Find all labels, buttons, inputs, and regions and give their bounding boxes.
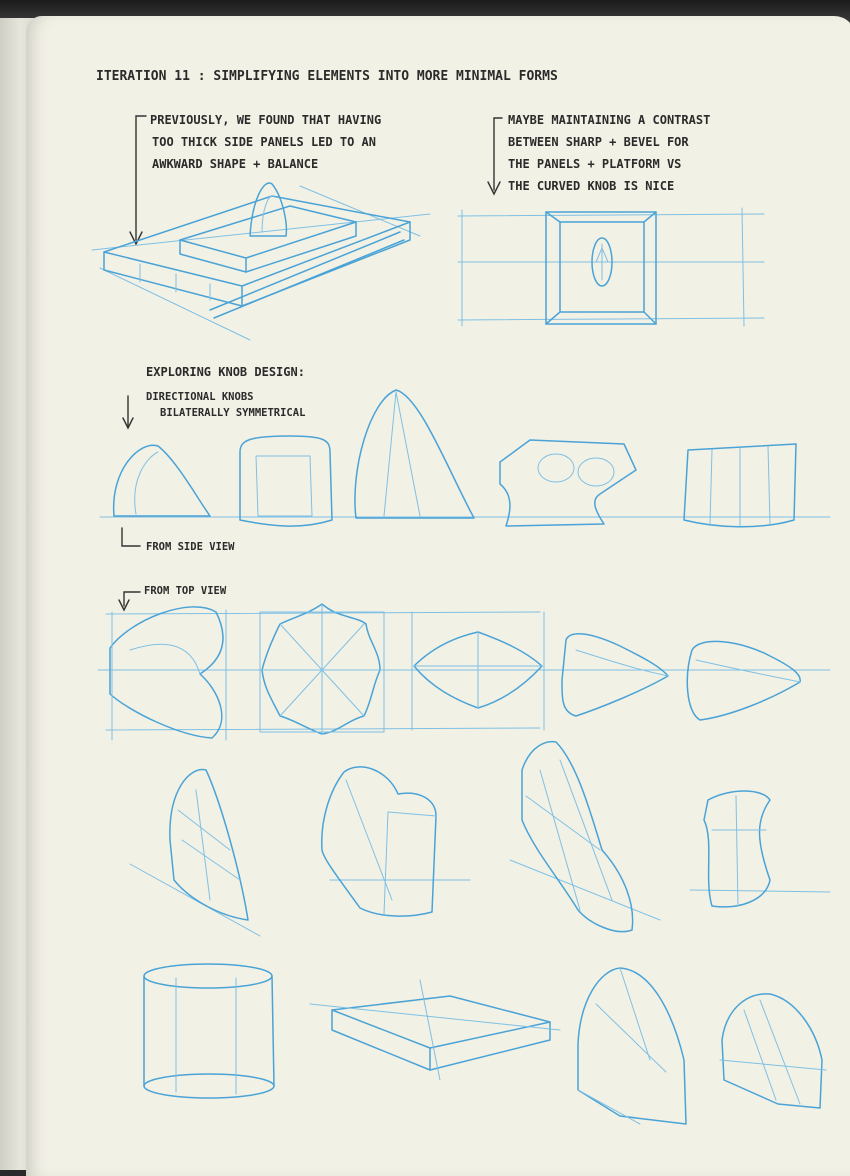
knob-note-line-2: BILATERALLY SYMMETRICAL	[160, 407, 306, 419]
note-left-line-3: AWKWARD SHAPE + BALANCE	[152, 157, 319, 171]
top-view-knob-row	[98, 604, 830, 740]
side-view-label-text: FROM SIDE VIEW	[146, 541, 235, 553]
knob-notes	[123, 391, 305, 428]
note-left	[130, 113, 381, 244]
note-right-line-2: BETWEEN SHARP + BEVEL FOR	[508, 135, 689, 149]
note-left-line-2: TOO THICK SIDE PANELS LED TO AN	[152, 135, 376, 149]
note-right-line-4: THE CURVED KNOB IS NICE	[508, 179, 675, 193]
panel-top-view-sketch	[458, 208, 764, 326]
top-view-label-text: FROM TOP VIEW	[144, 585, 227, 597]
side-view-label	[122, 528, 235, 553]
note-right-line-3: THE PANELS + PLATFORM VS	[508, 157, 682, 171]
note-right	[488, 113, 710, 194]
top-view-label	[119, 585, 227, 610]
note-right-line-1: MAYBE MAINTAINING A CONTRAST	[508, 113, 711, 127]
page-title: ITERATION 11 : SIMPLIFYING ELEMENTS INTO MORE MINIMAL FORMS	[96, 69, 558, 84]
perspective-knob-row	[130, 742, 830, 936]
platform-isometric-sketch	[92, 183, 430, 340]
note-left-line-1: PREVIOUSLY, WE FOUND THAT HAVING	[150, 113, 382, 127]
knob-note-line-1: DIRECTIONAL KNOBS	[146, 391, 254, 403]
section-heading: EXPLORING KNOB DESIGN:	[146, 365, 305, 379]
perspective-form-row	[144, 964, 826, 1124]
